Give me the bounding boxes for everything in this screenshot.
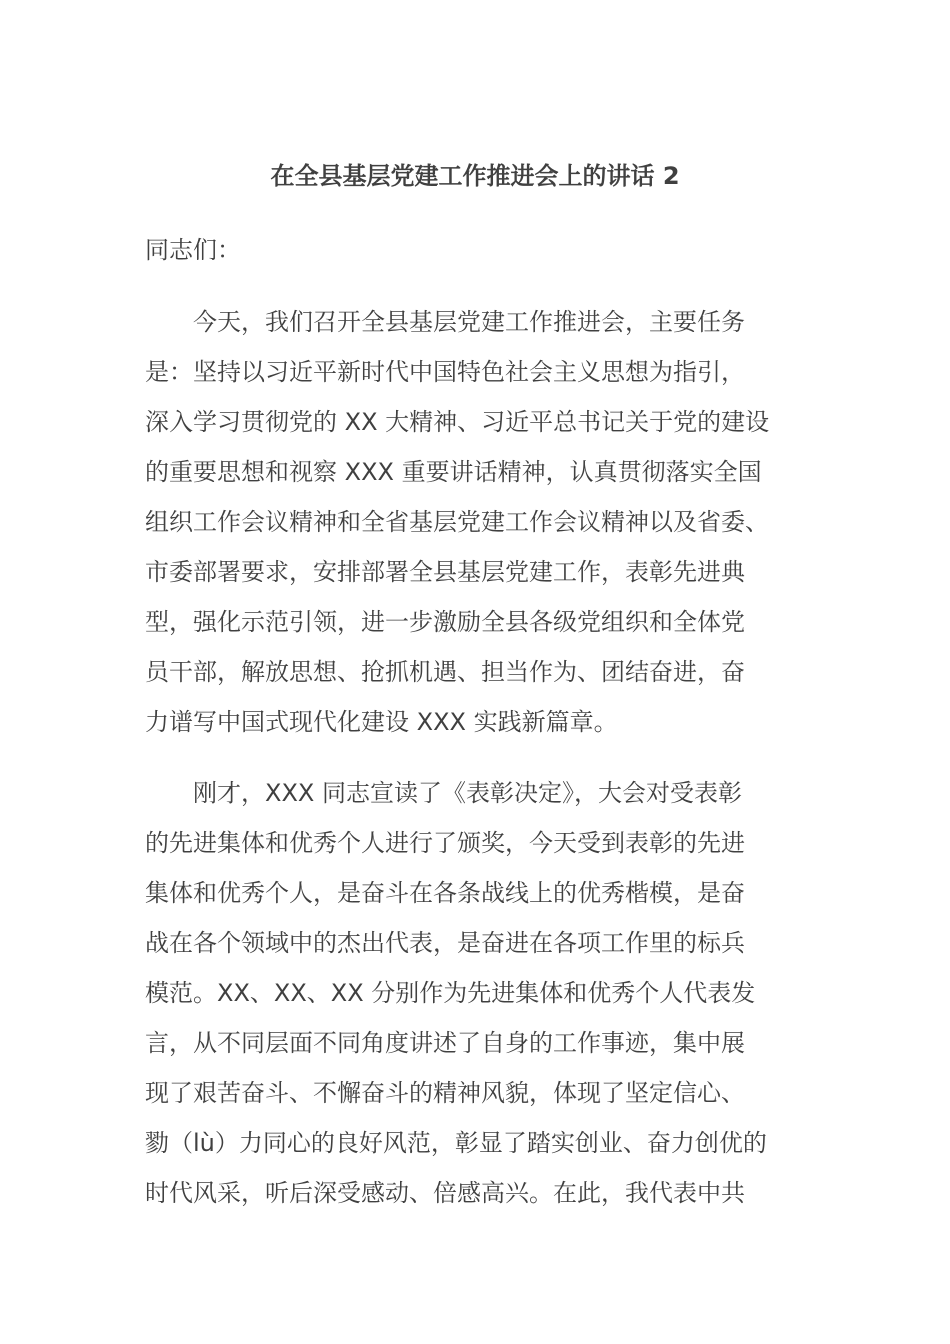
text-line: 的重要思想和视察 XXX 重要讲话精神，认真贯彻落实全国 bbox=[145, 458, 762, 486]
paragraph-2 bbox=[145, 768, 810, 1218]
text-line: 时代风采，听后深受感动、倍感高兴。在此，我代表中共 bbox=[145, 1179, 745, 1207]
text-line: 员干部，解放思想、抢抓机遇、担当作为、团结奋进，奋 bbox=[145, 658, 745, 686]
text-line: 深入学习贯彻党的 XX 大精神、习近平总书记关于党的建设 bbox=[145, 408, 770, 436]
greeting: 同志们： bbox=[145, 236, 241, 264]
text-line: 是：坚持以习近平新时代中国特色社会主义思想为指引， bbox=[145, 358, 745, 386]
paragraph-1 bbox=[145, 297, 810, 747]
text-line: 现了艰苦奋斗、不懈奋斗的精神风貌，体现了坚定信心、 bbox=[145, 1079, 745, 1107]
text-line: 战在各个领域中的杰出代表，是奋进在各项工作里的标兵 bbox=[145, 929, 745, 957]
text-line: 市委部署要求，安排部署全县基层党建工作，表彰先进典 bbox=[145, 558, 745, 586]
text-line: 言，从不同层面不同角度讲述了自身的工作事迹，集中展 bbox=[145, 1029, 745, 1057]
text-line: 的先进集体和优秀个人进行了颁奖，今天受到表彰的先进 bbox=[145, 829, 745, 857]
text-line: 今天，我们召开全县基层党建工作推进会，主要任务 bbox=[193, 308, 745, 336]
text-line: 刚才，XXX 同志宣读了《表彰决定》，大会对受表彰 bbox=[193, 779, 742, 807]
text-line: 力谱写中国式现代化建设 XXX 实践新篇章。 bbox=[145, 708, 618, 736]
document-title: 在全县基层党建工作推进会上的讲话 2 bbox=[270, 162, 680, 190]
text-line: 组织工作会议精神和全省基层党建工作会议精神以及省委、 bbox=[145, 508, 769, 536]
text-line: 集体和优秀个人，是奋斗在各条战线上的优秀楷模，是奋 bbox=[145, 879, 745, 907]
text-line: 勠（lù）力同心的良好风范，彰显了踏实创业、奋力创优的 bbox=[145, 1129, 767, 1157]
text-line: 模范。XX、XX、XX 分别作为先进集体和优秀个人代表发 bbox=[145, 979, 756, 1007]
text-line: 型，强化示范引领，进一步激励全县各级党组织和全体党 bbox=[145, 608, 745, 636]
